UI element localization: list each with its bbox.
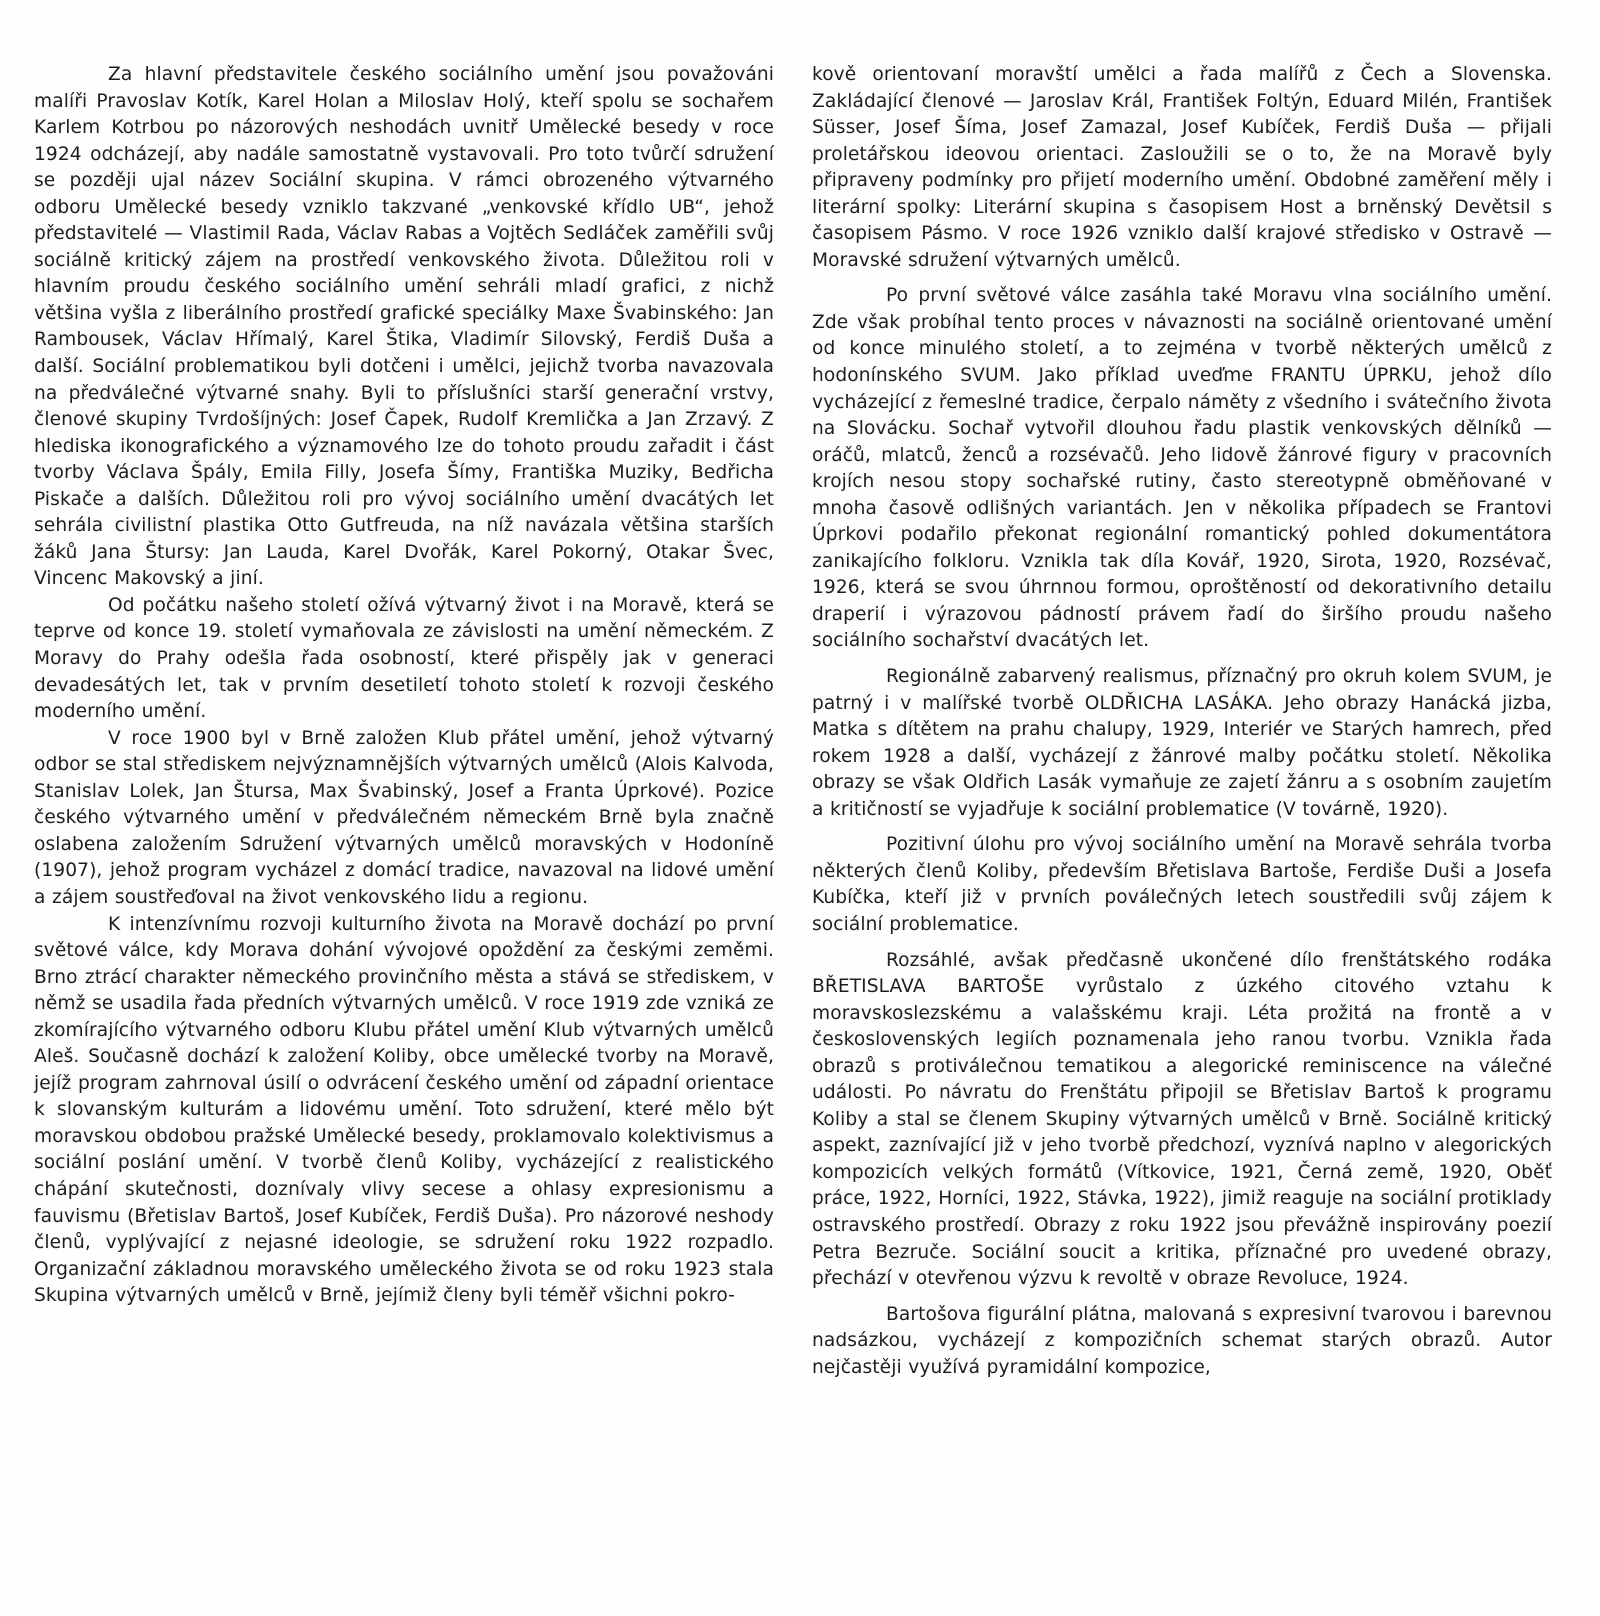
paragraph: K intenzívnímu rozvoji kulturního života na Moravě dochází po první světové válce, kdy Morava dohání vývojové opoždění za českými zeměmi. Brno ztrácí charakter německého provinčního města a stává se střediskem, v němž se usadila řada předních výtvarných umělců. V roce 1919 zde vzniká ze zkomírajícího výtvarného odboru Klubu přátel umění Klub výtvarných umělců Aleš. Současně dochází k založení Koliby, obce umělecké tvorby na Moravě, jejíž program zahrnoval úsilí o odvrácení českého umění od západní orientace k slovanským kulturám a lidovému umění. Toto sdružení, které mělo být moravskou obdobou pražské Umělecké besedy, proklamovalo kolektivismus a sociální poslání umění. V tvorbě členů Koliby, vycházející z realistického chápání skutečnosti, doznívaly vlivy secese a ohlasy expresionismu a fauvismu (Břetislav Bartoš, Josef Kubíček, Ferdiš Duša). Pro názorové neshody členů, vyplývající z nejasné ideologie, se sdružení roku 1922 rozpadlo. Organizační základnou moravského uměleckého života se od roku 1923 stala Skupina výtvarných umělců v Brně, jejímiž členy byli téměř všichni pokro- [34, 913, 774, 1307]
paragraph: Rozsáhlé, avšak předčasně ukončené dílo frenštátského rodáka BŘETISLAVA BARTOŠE vyrůstalo z úzkého citového vztahu k moravskoslezskému a valašskému kraji. Léta prožitá na frontě a v československých legiích poznamenala jeho ranou tvorbu. Vznikla řada obrazů s protiválečnou tematikou a alegorické reminiscence na válečné události. Po návratu do Frenštátu připojil se Břetislav Bartoš k programu Koliby a stal se členem Skupiny výtvarných umělců v Brně. Sociálně kritický aspekt, zaznívající již v jeho tvorbě předchozí, vyznívá naplno v alegorických kompozicích velkých formátů (Vítkovice, 1921, Černá země, 1920, Oběť práce, 1922, Horníci, 1922, Stávka, 1922), jimiž reaguje na sociální protiklady ostravského prostředí. Obrazy z roku 1922 jsou převážně inspirovány poezií Petra Bezruče. Sociální soucit a kritika, příznačné pro uvedené obrazy, přechází v otevřenou výzvu k revoltě v obraze Revoluce, 1924. [812, 949, 1552, 1290]
paragraph: V roce 1900 byl v Brně založen Klub přátel umění, jehož výtvarný odbor se stal střediskem nejvýznamnějších výtvarných umělců (Alois Kalvoda, Stanislav Lolek, Jan Štursa, Max Švabinský, Josef a Franta Úprkové). Pozice českého výtvarného umění v předválečném německém Brně byla značně oslabena založením Sdružení výtvarných umělců moravských v Hodoníně (1907), jehož program vycházel z domácí tradice, navazoval na lidové umění a zájem soustřeďoval na život venkovského lidu a regionu. [34, 727, 774, 908]
paragraph: Po první světové válce zasáhla také Moravu vlna sociálního umění. Zde však probíhal tento proces v návaznosti na sociálně orientované umění od konce minulého století, a to zejména v tvorbě některých umělců z hodonínského SVUM. Jako příklad uveďme FRANTU ÚPRKU, jehož dílo vycházející z řemeslné tradice, čerpalo náměty z všedního i svátečního života na Slovácku. Sochař vytvořil dlouhou řadu plastik venkovských dělníků — oráčů, mlatců, ženců a rozsévačů. Jeho lidově žánrové figury v pracovních krojích nesou stopy sochařské rutiny, často stereotypně obměňované v mnoha časově odlišných variantách. Jen v několika případech se Frantovi Úprkovi podařilo překonat regionální romantický pohled dokumentátora zanikajícího folkloru. Vznikla tak díla Kovář, 1920, Sirota, 1920, Rozsévač, 1926, která se svou úhrnnou formou, oproštěností od dekorativního detailu draperií i výrazovou pádností právem řadí do širšího proudu našeho sociálního sochařství dvacátých let. [812, 285, 1552, 652]
paragraph: Od počátku našeho století ožívá výtvarný život i na Moravě, která se teprve od konce 19. století vymaňovala ze závislosti na umění německém. Z Moravy do Prahy odešla řada osobností, které přispěly jak v generaci devadesátých let, tak v prvním desetiletí tohoto století k rozvoji českého moderního umění. [34, 594, 774, 723]
paragraph: Bartošova figurální plátna, malovaná s expresivní tvarovou i barevnou nadsázkou, vycházejí z kompozičních schemat starých obrazů. Autor nejčastěji využívá pyramidální kompozice, [812, 1303, 1552, 1378]
paragraph: kově orientovaní moravští umělci a řada malířů z Čech a Slovenska. Zakládající členové — Jaroslav Král, František Foltýn, Eduard Milén, František Süsser, Josef Šíma, Josef Zamazal, Josef Kubíček, Ferdiš Duša — přijali proletářskou ideovou orientaci. Zasloužili se o to, že na Moravě byly připraveny podmínky pro přijetí moderního umění. Obdobné zaměření měly i literární spolky: Literární skupina s časopisem Host a brněnský Devětsil s časopisem Pásmo. V roce 1926 vzniklo další krajové středisko v Ostravě — Moravské sdružení výtvarných umělců. [812, 64, 1552, 271]
paragraph: Za hlavní představitele českého sociálního umění jsou považováni malíři Pravoslav Kotík, Karel Holan a Miloslav Holý, kteří spolu se sochařem Karlem Kotrbou po názorových neshodách uvnitř Umělecké besedy v roce 1924 odcházejí, aby nadále samostatně vystavovali. Pro toto tvůrčí sdružení se později ujal název Sociální skupina. V rámci obrozeného výtvarného odboru Umělecké besedy vzniklo takzvané „venkovské křídlo UB“, jehož představitelé — Vlastimil Rada, Václav Rabas a Vojtěch Sedláček zaměřili svůj sociálně kritický zájem na prostředí venkovského života. Důležitou roli v hlavním proudu českého sociálního umění sehráli mladí grafici, z nichž většina vyšla z liberálního prostředí grafické speciálky Maxe Švabinského: Jan Rambousek, Václav Hřímalý, Karel Štika, Vladimír Silovský, Ferdiš Duša a další. Sociální problematikou byli dotčeni i umělci, jejichž tvorba navazovala na předválečné výtvarné snahy. Byli to příslušníci starší generační vrstvy, členové skupiny Tvrdošíjných: Josef Čapek, Rudolf Kremlička a Jan Zrzavý. Z hlediska ikonografického a významového lze do tohoto proudu zařadit i část tvorby Václava Špály, Emila Filly, Josefa Šímy, Františka Muziky, Bedřicha Piskače a dalších. Důležitou roli pro vývoj sociálního umění dvacátých let sehrála civilistní plastika Otto Gutfreuda, na níž navázala většina starších žáků Jana Štursy: Jan Lauda, Karel Dvořák, Karel Pokorný, Otakar Švec, Vincenc Makovský a jiní. [34, 64, 774, 590]
paragraph: Pozitivní úlohu pro vývoj sociálního umění na Moravě sehrála tvorba některých členů Koliby, především Břetislava Bartoše, Ferdiše Duši a Josefa Kubíčka, kteří již v prvních poválečných letech soustředili svůj zájem k sociální problematice. [812, 834, 1552, 935]
right-text-column [812, 62, 1552, 1381]
paragraph: Regionálně zabarvený realismus, příznačný pro okruh kolem SVUM, je patrný i v malířské tvorbě OLDŘICHA LASÁKA. Jeho obrazy Hanácká jizba, Matka s dítětem na prahu chalupy, 1929, Interiér ve Starých hamrech, před rokem 1928 a další, vycházejí z žánrové malby počátku století. Několika obrazy se však Oldřich Lasák vymaňuje ze zajetí žánru a s osobním zaujetím a kritičností se vyjadřuje k sociální problematice (V továrně, 1920). [812, 666, 1552, 820]
left-text-column [34, 62, 774, 1310]
